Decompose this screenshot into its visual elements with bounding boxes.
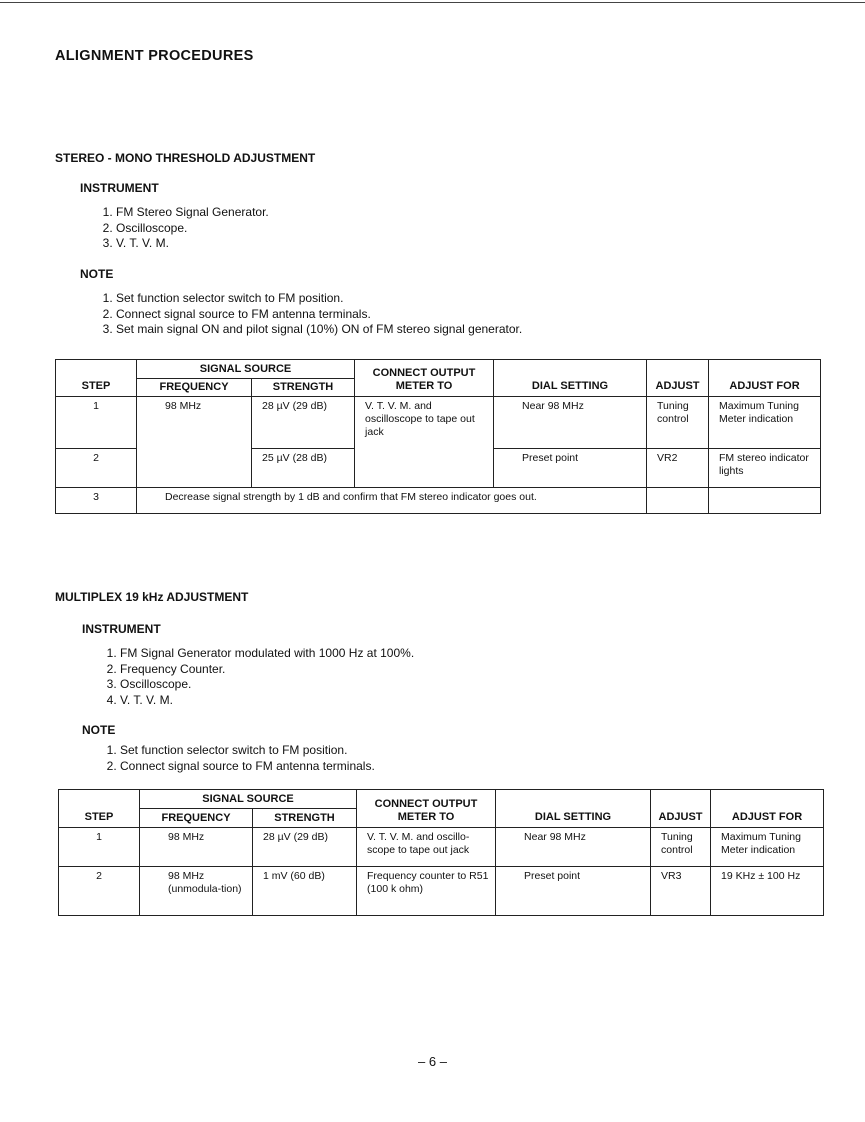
list-item: 4. V. T. V. M. [120, 693, 414, 709]
cell-step: 1 [56, 397, 137, 449]
cell-frequency: 98 MHz (unmodula-tion) [140, 867, 253, 916]
cell-adjust-for: Maximum Tuning Meter indication [711, 828, 824, 867]
table-row [59, 867, 824, 916]
note-label: NOTE [82, 723, 116, 737]
note-list [96, 291, 522, 338]
stereo-mono-table [55, 359, 821, 514]
header-signal-source: SIGNAL SOURCE [140, 790, 357, 809]
cell-adjust: VR3 [651, 867, 711, 916]
cell-connect: V. T. V. M. and oscilloscope to tape out jack [355, 397, 494, 488]
instrument-label: INSTRUMENT [82, 622, 161, 636]
header-strength: STRENGTH [252, 379, 355, 397]
cell-strength: 28 µV (29 dB) [253, 828, 357, 867]
table-row [56, 488, 821, 514]
header-adjust: ADJUST [647, 360, 709, 397]
cell-step: 3 [56, 488, 137, 514]
instrument-label: INSTRUMENT [80, 181, 159, 195]
table-row [59, 828, 824, 867]
header-step: STEP [56, 360, 137, 397]
cell-frequency: 98 MHz [137, 397, 252, 488]
cell-connect: Frequency counter to R51 (100 k ohm) [357, 867, 496, 916]
header-signal-source: SIGNAL SOURCE [137, 360, 355, 379]
cell-strength: 25 µV (28 dB) [252, 449, 355, 488]
cell-adjust-for [709, 488, 821, 514]
header-adjust-for: ADJUST FOR [711, 790, 824, 828]
cell-instruction: Decrease signal strength by 1 dB and confirm that FM stereo indicator goes out. [137, 488, 647, 514]
cell-step: 2 [59, 867, 140, 916]
cell-dial: Near 98 MHz [494, 397, 647, 449]
list-item: 1. FM Stereo Signal Generator. [116, 205, 269, 221]
cell-dial: Preset point [496, 867, 651, 916]
multiplex-table [58, 789, 824, 916]
cell-adjust-for: Maximum Tuning Meter indication [709, 397, 821, 449]
list-item: 2. Oscilloscope. [116, 221, 269, 237]
section-heading: STEREO - MONO THRESHOLD ADJUSTMENT [55, 151, 316, 165]
cell-strength: 28 µV (29 dB) [252, 397, 355, 449]
page-title: ALIGNMENT PROCEDURES [55, 48, 254, 64]
header-dial: DIAL SETTING [494, 360, 647, 397]
cell-adjust-for: FM stereo indicator lights [709, 449, 821, 488]
page-number: – 6 – [418, 1054, 447, 1069]
header-frequency: FREQUENCY [140, 809, 253, 828]
list-item: 3. Oscilloscope. [120, 677, 414, 693]
list-item: 1. Set function selector switch to FM position. [116, 291, 522, 307]
list-item: 3. V. T. V. M. [116, 236, 269, 252]
instrument-list [100, 646, 414, 708]
cell-strength: 1 mV (60 dB) [253, 867, 357, 916]
cell-adjust: Tuning control [647, 397, 709, 449]
section-heading: MULTIPLEX 19 kHz ADJUSTMENT [55, 590, 249, 604]
note-list [100, 743, 375, 774]
list-item: 1. FM Signal Generator modulated with 1000 Hz at 100%. [120, 646, 414, 662]
cell-dial: Near 98 MHz [496, 828, 651, 867]
cell-frequency: 98 MHz [140, 828, 253, 867]
header-dial: DIAL SETTING [496, 790, 651, 828]
header-adjust: ADJUST [651, 790, 711, 828]
list-item: 3. Set main signal ON and pilot signal (10%) ON of FM stereo signal generator. [116, 322, 522, 338]
instrument-list [96, 205, 269, 252]
cell-adjust: Tuning control [651, 828, 711, 867]
header-connect: CONNECT OUTPUT METER TO [357, 790, 496, 828]
note-label: NOTE [80, 267, 114, 281]
cell-adjust [647, 488, 709, 514]
cell-step: 1 [59, 828, 140, 867]
list-item: 2. Connect signal source to FM antenna terminals. [120, 759, 375, 775]
list-item: 2. Connect signal source to FM antenna terminals. [116, 307, 522, 323]
header-connect: CONNECT OUTPUT METER TO [355, 360, 494, 397]
header-adjust-for: ADJUST FOR [709, 360, 821, 397]
cell-dial: Preset point [494, 449, 647, 488]
cell-adjust-for: 19 KHz ± 100 Hz [711, 867, 824, 916]
header-frequency: FREQUENCY [137, 379, 252, 397]
cell-step: 2 [56, 449, 137, 488]
top-rule [0, 2, 865, 3]
list-item: 1. Set function selector switch to FM position. [120, 743, 375, 759]
list-item: 2. Frequency Counter. [120, 662, 414, 678]
cell-adjust: VR2 [647, 449, 709, 488]
cell-connect: V. T. V. M. and oscillo-scope to tape out jack [357, 828, 496, 867]
header-strength: STRENGTH [253, 809, 357, 828]
header-step: STEP [59, 790, 140, 828]
table-row [56, 397, 821, 449]
